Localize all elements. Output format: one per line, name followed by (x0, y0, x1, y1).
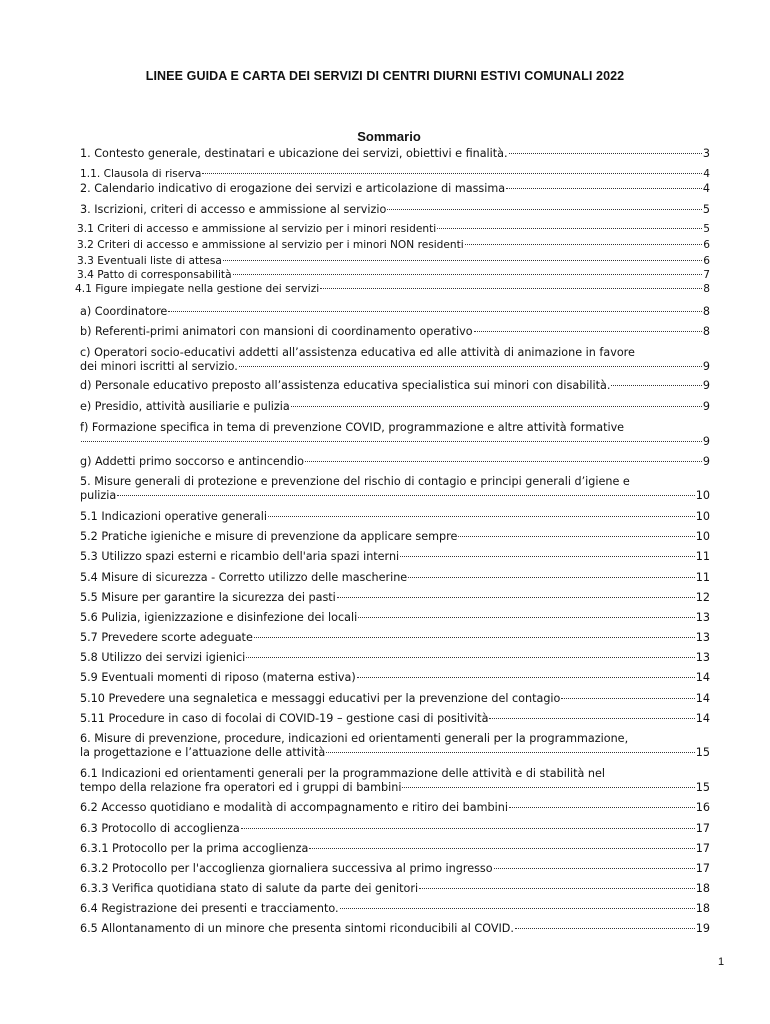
toc-entry-6-4[interactable] (80, 902, 710, 916)
dot-leader (305, 461, 702, 462)
toc-entry-text: 3.4 Patto di corresponsabilità (77, 269, 232, 281)
toc-entry-5-1[interactable] (80, 510, 710, 524)
toc-heading: Sommario (357, 129, 421, 144)
toc-entry-text: 5.10 Prevedere una segnaletica e messaggi educativi per la prevenzione del contagio (80, 692, 561, 705)
toc-entry-text: 5.6 Pulizia, igienizzazione e disinfezione dei locali (80, 611, 358, 624)
toc-entry-text: 3. Iscrizioni, criteri di accesso e ammissione al servizio (80, 203, 387, 216)
toc-entry-text: 6.3.3 Verifica quotidiana stato di salute da parte dei genitori (80, 882, 419, 895)
toc-entry-3-4[interactable] (77, 269, 710, 282)
toc-entry-6-2[interactable] (80, 801, 710, 815)
toc-entry-text: 2. Calendario indicativo di erogazione dei servizi e articolazione di massima (80, 182, 506, 195)
dot-leader (241, 828, 695, 829)
toc-entry-text: g) Addetti primo soccorso e antincendio (80, 455, 304, 468)
toc-entry-page: 17 (695, 822, 710, 835)
dot-leader (387, 209, 702, 210)
toc-entry-page: 14 (695, 692, 710, 705)
toc-entry-page: 6 (703, 239, 710, 251)
toc-entry-text: 3.1 Criteri di accesso e ammissione al servizio per i minori residenti (77, 223, 437, 235)
dot-leader (494, 868, 695, 869)
toc-entry-page: 6 (703, 255, 710, 267)
toc-entry-5-2[interactable] (80, 530, 710, 544)
toc-entry-5[interactable] (80, 475, 710, 503)
toc-entry-6-1[interactable] (80, 767, 710, 795)
dot-leader (309, 848, 694, 849)
toc-entry-text: 5.8 Utilizzo dei servizi igienici (80, 651, 246, 664)
toc-entry-4-1[interactable] (75, 283, 710, 296)
dot-leader (291, 406, 702, 407)
toc-entry-page: 3 (702, 147, 710, 160)
dot-leader (268, 516, 695, 517)
dot-leader (611, 385, 701, 386)
toc-entry-page: 7 (703, 269, 710, 281)
dot-leader (400, 556, 695, 557)
toc-entry-page: 9 (702, 379, 710, 392)
toc-entry-page: 12 (695, 591, 710, 604)
toc-entry-page: 15 (695, 746, 710, 759)
dot-leader (402, 787, 694, 788)
dot-leader (437, 228, 702, 229)
page-number: 1 (718, 956, 725, 968)
toc-entry-6-3-1[interactable] (80, 842, 710, 856)
dot-leader (326, 752, 695, 753)
toc-entry-page: 4 (703, 168, 710, 180)
toc-entry-text-continued: la progettazione e l’attuazione delle attività (80, 746, 326, 759)
toc-entry-page: 8 (702, 325, 710, 338)
dot-leader (254, 637, 695, 638)
toc-entry-page: 9 (702, 400, 710, 413)
dot-leader (474, 331, 702, 332)
toc-entry-text: e) Presidio, attività ausiliarie e pulizia (80, 400, 290, 413)
dot-leader (509, 807, 695, 808)
toc-entry-text: 5.1 Indicazioni operative generali (80, 510, 268, 523)
toc-entry-text: 5.7 Prevedere scorte adeguate (80, 631, 253, 644)
dot-leader (458, 536, 694, 537)
dot-leader (168, 311, 702, 312)
toc-entry-page: 9 (702, 360, 710, 373)
toc-entry-page: 10 (695, 510, 710, 523)
dot-leader (408, 577, 695, 578)
dot-leader (515, 928, 695, 929)
toc-entry-3-1[interactable] (77, 223, 710, 236)
toc-entry-page: 9 (702, 435, 710, 448)
toc-entry-page: 10 (695, 489, 710, 502)
toc-entry-page: 17 (695, 842, 710, 855)
toc-entry-d[interactable] (80, 379, 710, 393)
toc-entry-page: 18 (695, 882, 710, 895)
toc-entry-page: 9 (702, 455, 710, 468)
document-title: LINEE GUIDA E CARTA DEI SERVIZI DI CENTRI DIURNI ESTIVI COMUNALI 2022 (145, 69, 625, 83)
toc-entry-b[interactable] (80, 325, 710, 339)
toc-entry-text: 6.1 Indicazioni ed orientamenti generali per la programmazione delle attività e di stabilità nel (80, 767, 605, 780)
dot-leader (509, 153, 702, 154)
dot-leader (223, 260, 702, 261)
toc-entry-page: 8 (703, 283, 710, 295)
toc-entry-6-5[interactable] (80, 922, 710, 936)
dot-leader (239, 366, 702, 367)
dot-leader (340, 908, 695, 909)
toc-entry-text: 1.1. Clausola di riserva (80, 168, 202, 180)
toc-entry-5-10[interactable] (80, 692, 710, 706)
toc-entry-a[interactable] (80, 305, 710, 319)
toc-entry-page: 8 (702, 305, 710, 318)
toc-entry-6-3[interactable] (80, 822, 710, 836)
toc-entry-3[interactable] (80, 203, 710, 217)
toc-entry-3-3[interactable] (77, 255, 710, 268)
toc-entry-5-6[interactable] (80, 611, 710, 625)
toc-entry-text: 4.1 Figure impiegate nella gestione dei servizi (75, 283, 320, 295)
toc-entry-page: 17 (695, 862, 710, 875)
toc-entry-1[interactable] (80, 147, 710, 161)
toc-entry-page: 19 (695, 922, 710, 935)
toc-entry-6-3-3[interactable] (80, 882, 710, 896)
toc-entry-5-8[interactable] (80, 651, 710, 665)
toc-entry-text: a) Coordinatore (80, 305, 168, 318)
toc-entry-text: 6.4 Registrazione dei presenti e tracciamento. (80, 902, 339, 915)
toc-entry-text: f) Formazione specifica in tema di prevenzione COVID, programmazione e altre attività formative (80, 421, 625, 434)
toc-entry-5-5[interactable] (80, 591, 710, 605)
toc-entry-5-11[interactable] (80, 712, 710, 726)
toc-entry-page: 11 (695, 571, 710, 584)
dot-leader (419, 888, 695, 889)
dot-leader (506, 188, 702, 189)
toc-entry-text: 5.4 Misure di sicurezza - Corretto utilizzo delle mascherine (80, 571, 408, 584)
toc-entry-page: 11 (695, 550, 710, 563)
toc-entry-5-7[interactable] (80, 631, 710, 645)
dot-leader (320, 288, 702, 289)
dot-leader (337, 597, 695, 598)
toc-entry-text: 6.3 Protocollo di accoglienza (80, 822, 240, 835)
toc-entry-page: 13 (695, 631, 710, 644)
toc-entry-text: b) Referenti-primi animatori con mansioni di coordinamento operativo (80, 325, 473, 338)
dot-leader (357, 677, 695, 678)
toc-entry-page: 13 (695, 651, 710, 664)
toc-entry-page: 4 (702, 182, 710, 195)
toc-entry-text: 5.5 Misure per garantire la sicurezza dei pasti (80, 591, 336, 604)
toc-entry-text: 6.3.2 Protocollo per l'accoglienza giornaliera successiva al primo ingresso (80, 862, 493, 875)
toc-entry-text: 6.3.1 Protocollo per la prima accoglienza (80, 842, 309, 855)
toc-entry-text: d) Personale educativo preposto all’assistenza educativa specialistica sui minori con disabilità. (80, 379, 611, 392)
dot-leader (561, 698, 694, 699)
toc-entry-3-2[interactable] (77, 239, 710, 252)
toc-entry-page: 16 (695, 801, 710, 814)
toc-entry-6-3-2[interactable] (80, 862, 710, 876)
toc-entry-c[interactable] (80, 346, 710, 374)
toc-entry-1-1[interactable] (80, 168, 710, 181)
toc-entry-text: 5. Misure generali di protezione e prevenzione del rischio di contagio e principi generali d’igiene e (80, 475, 630, 488)
toc-entry-text: c) Operatori socio-educativi addetti all’assistenza educativa ed alle attività di animazione in favore (80, 346, 635, 359)
toc-entry-page: 14 (695, 712, 710, 725)
toc-entry-6[interactable] (80, 732, 710, 760)
toc-entry-text: 3.3 Eventuali liste di attesa (77, 255, 222, 267)
dot-leader (233, 274, 703, 275)
toc-entry-text: 6.2 Accesso quotidiano e modalità di accompagnamento e ritiro dei bambini (80, 801, 508, 814)
toc-entry-page: 15 (695, 781, 710, 794)
toc-entry-text: 5.3 Utilizzo spazi esterni e ricambio dell'aria spazi interni (80, 550, 400, 563)
toc-entry-text: 6.5 Allontanamento di un minore che presenta sintomi riconducibili al COVID. (80, 922, 514, 935)
toc-entry-text-continued: tempo della relazione fra operatori ed i gruppi di bambini (80, 781, 402, 794)
toc-entry-page: 13 (695, 611, 710, 624)
toc-entry-g[interactable] (80, 455, 710, 469)
toc-entry-5-9[interactable] (80, 671, 710, 685)
toc-entry-page: 14 (695, 671, 710, 684)
dot-leader (465, 244, 703, 245)
dot-leader (246, 657, 694, 658)
toc-entry-page: 18 (695, 902, 710, 915)
toc-entry-text: 5.2 Pratiche igieniche e misure di prevenzione da applicare sempre (80, 530, 458, 543)
toc-entry-5-3[interactable] (80, 550, 710, 564)
toc-entry-text-continued: dei minori iscritti al servizio. (80, 360, 238, 373)
toc-entry-f[interactable] (80, 421, 710, 449)
toc-entry-5-4[interactable] (80, 571, 710, 585)
toc-entry-text: 3.2 Criteri di accesso e ammissione al servizio per i minori NON residenti (77, 239, 464, 251)
toc-entry-page: 5 (702, 203, 710, 216)
toc-entry-page: 5 (703, 223, 710, 235)
dot-leader (81, 441, 702, 442)
dot-leader (117, 495, 695, 496)
toc-entry-text: 1. Contesto generale, destinatari e ubicazione dei servizi, obiettivi e finalità. (80, 147, 508, 160)
toc-entry-e[interactable] (80, 400, 710, 414)
toc-entry-text: 5.9 Eventuali momenti di riposo (materna estiva) (80, 671, 356, 684)
toc-entry-text: 5.11 Procedure in caso di focolai di COVID-19 – gestione casi di positività (80, 712, 489, 725)
dot-leader (358, 617, 695, 618)
dot-leader (202, 173, 702, 174)
toc-entry-text: 6. Misure di prevenzione, procedure, indicazioni ed orientamenti generali per la programmazione, (80, 732, 629, 745)
toc-entry-page: 10 (695, 530, 710, 543)
toc-entry-2[interactable] (80, 182, 710, 196)
toc-entry-text-continued: pulizia (80, 489, 117, 502)
dot-leader (489, 718, 694, 719)
